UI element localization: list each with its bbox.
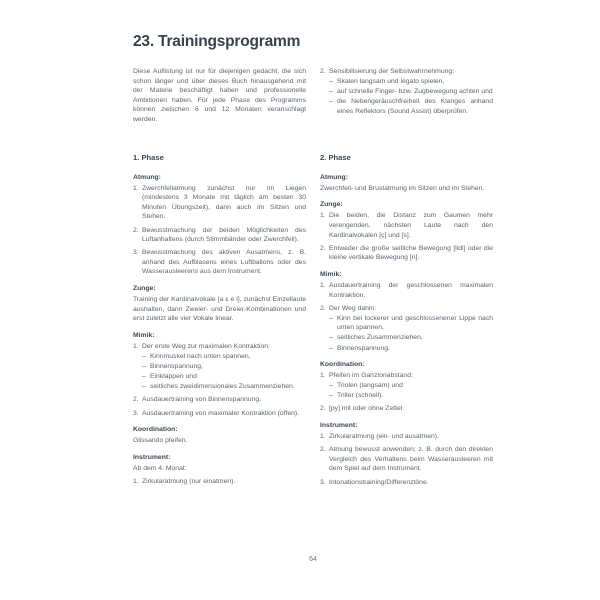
intro-paragraph: Diese Auflistung ist nur für diejenigen gedacht, die sich schon länger und über dieses Buch hinausgehend mit der Materie beschäftigt haben und professionelle Ambitionen haben. Für jede Phase des Programms können zwischen 6 und 12 Monaten veranschlagt werden. — [133, 68, 306, 123]
dash-item — [133, 372, 306, 382]
item-text: Skalen langsam und legato spielen, — [337, 78, 445, 86]
numbered-item — [320, 404, 493, 414]
section-heading: Koordination: — [133, 426, 178, 434]
column-phase-1 — [133, 153, 306, 487]
numbered-item — [320, 445, 493, 474]
page-number: 64 — [309, 556, 317, 563]
numbered-item — [320, 244, 493, 263]
item-number: 3. — [133, 409, 139, 417]
numbered-item — [320, 304, 493, 314]
item-text: Kinn bei lockerer und geschlossenener Lippe nach unten spannen, — [337, 314, 493, 332]
section-heading: Atmung: — [320, 173, 348, 181]
dash-item — [133, 382, 306, 392]
dash-item — [320, 381, 493, 391]
item-text: Atmung bewusst anwenden; z. B. durch den direkten Vergleich des Verhaltens beim Wasserausleeren mit dem Spiel auf dem Instrument. — [329, 446, 493, 473]
item-text: Zirkularatmung (nur einatmen). — [142, 478, 236, 486]
numbered-item — [133, 342, 306, 352]
dash-marker: – — [329, 88, 333, 96]
paragraph: Glissando pfeifen. — [133, 437, 188, 445]
numbered-item — [320, 281, 493, 300]
item-text: Der erste Weg zur maximalen Kontraktion: — [142, 343, 270, 350]
numbered-item — [133, 395, 306, 405]
numbered-item — [133, 226, 306, 245]
item-text: Triller (schnell). — [337, 392, 384, 400]
item-number: 1. — [133, 478, 139, 486]
paragraph: Ab dem 4. Monat: — [133, 464, 187, 472]
dash-item — [133, 362, 306, 372]
item-text: seitliches zweidimensionales Zusammenziehen. — [150, 383, 295, 391]
item-text: Kinnmuskel nach unten spannen, — [150, 353, 251, 361]
item-number: 2. — [320, 68, 326, 75]
dash-marker: – — [329, 334, 333, 342]
item-number: 1. — [320, 372, 326, 380]
item-text: Binnenspannung, — [150, 363, 203, 371]
item-number: 1. — [320, 212, 326, 220]
item-text: Ausdauertraining der geschlossenen maximalen Kontraktion. — [329, 281, 493, 299]
item-text: Entweder die große seitliche Bewegung [lidl] oder die kleine vertikale Bewegung [n]. — [329, 244, 493, 262]
dash-item — [320, 314, 493, 333]
section-heading: Koordination: — [320, 361, 365, 369]
phase-heading: 2. Phase — [320, 153, 351, 162]
item-text: Einklappen und — [150, 373, 197, 381]
dash-marker: – — [142, 353, 146, 361]
dash-marker: – — [329, 382, 333, 390]
item-number: 2. — [133, 396, 139, 404]
item-number: 1. — [320, 433, 326, 441]
item-number: 2. — [320, 244, 326, 252]
item-text: Bewusstmachung des aktiven Ausatmens, z. B. anhand des Aufblasens eines Luftballons oder des Wasserausleerens aus dem Instrument. — [142, 249, 306, 276]
item-number: 1. — [320, 281, 326, 289]
dash-item — [320, 391, 493, 401]
section-heading: Zunge: — [320, 201, 343, 209]
numbered-item — [133, 477, 306, 487]
column-phase-2 — [320, 153, 493, 487]
dash-marker: – — [142, 373, 146, 381]
item-number: 3. — [133, 249, 139, 257]
column-intro-right — [320, 67, 493, 116]
item-text: Zirkularatmung (ein- und ausatmen). — [329, 433, 439, 441]
dash-marker: – — [142, 363, 146, 371]
dash-marker: – — [142, 383, 146, 391]
numbered-item — [320, 478, 493, 488]
dash-item — [320, 87, 493, 97]
dash-marker: – — [329, 78, 333, 86]
item-text: Intonationstraining/Differenztöne. — [329, 478, 429, 486]
numbered-item — [320, 432, 493, 442]
dash-item — [320, 77, 493, 87]
item-text: Sensibilisierung der Selbstwahrnehmung: — [329, 68, 455, 75]
item-text: seitliches Zusammenziehen, — [337, 334, 423, 342]
paragraph: Zwerchfell- und Brustatmung im Sitzen und im Stehen. — [320, 184, 485, 192]
item-number: 1. — [133, 184, 139, 192]
dash-marker: – — [329, 392, 333, 400]
item-text: Der Weg dahin: — [329, 304, 377, 312]
dash-item — [320, 333, 493, 343]
item-text: Binnenspannung. — [337, 344, 390, 352]
item-number: 2. — [320, 304, 326, 312]
dash-marker: – — [329, 98, 333, 106]
item-number: 2. — [133, 226, 139, 234]
numbered-item — [133, 409, 306, 419]
section-heading: Instrument: — [320, 422, 358, 430]
item-text: Die beiden, die Distanz zum Gaumen mehr verengenden, nächsten Laute nach den Kardinalvokalen [ç] und [s]. — [329, 212, 493, 239]
section-heading: Mimik: — [133, 331, 155, 339]
item-text: die Nebengeräuschfreiheit des Klanges anhand eines Reflektors (Sound Assist) überprüfen. — [337, 98, 493, 115]
item-text: Triolen (langsam) und — [337, 382, 403, 390]
page-title: 23. Trainingsprogramm — [133, 33, 301, 50]
section-heading: Atmung: — [133, 173, 161, 181]
item-text: Ausdauertraining von Binnenspannung. — [142, 396, 262, 404]
item-text: auf schnelle Finger- bzw. Zugbewegung achten und — [337, 88, 493, 96]
paragraph: Training der Kardinalvokale [a ɛ e i], zunächst Einzellaute aushalten, dann Zweier- und Dreier-Kombinationen und erst zuletzt alle vier Vokale linear. — [133, 296, 306, 323]
dash-marker: – — [329, 344, 333, 352]
phase-heading: 1. Phase — [133, 153, 164, 162]
item-text: Ausdauertraining von maximaler Kontraktion (offen). — [142, 409, 300, 417]
numbered-item — [133, 248, 306, 277]
item-number: 3. — [320, 478, 326, 486]
item-text: Bewusstmachung der beiden Möglichkeiten des Luftanhaltens (durch Stimmbänder oder Zwerchfell). — [142, 226, 306, 244]
section-heading: Instrument: — [133, 453, 171, 461]
dash-item — [320, 344, 493, 354]
section-heading: Mimik: — [320, 270, 342, 278]
dash-item — [320, 97, 493, 116]
numbered-item — [320, 371, 493, 381]
item-number: 2. — [320, 405, 326, 413]
numbered-item — [320, 211, 493, 240]
item-text: Pfeifen im Ganztonabstand: — [329, 372, 413, 380]
numbered-item — [320, 67, 493, 77]
section-heading: Zunge: — [133, 285, 156, 293]
dash-marker: – — [329, 314, 333, 322]
item-text: [py] mit oder ohne Zettel. — [329, 405, 405, 413]
dash-item — [133, 352, 306, 362]
item-number: 2. — [320, 446, 326, 454]
item-number: 1. — [133, 343, 139, 350]
numbered-item — [133, 184, 306, 222]
item-text: Zwerchfellatmung zunächst nur im Liegen (mindestens 3 Monate mit täglich am besten 30 Minuten Übungszeit), dann auch im Sitzen und Stehen. — [142, 184, 306, 221]
